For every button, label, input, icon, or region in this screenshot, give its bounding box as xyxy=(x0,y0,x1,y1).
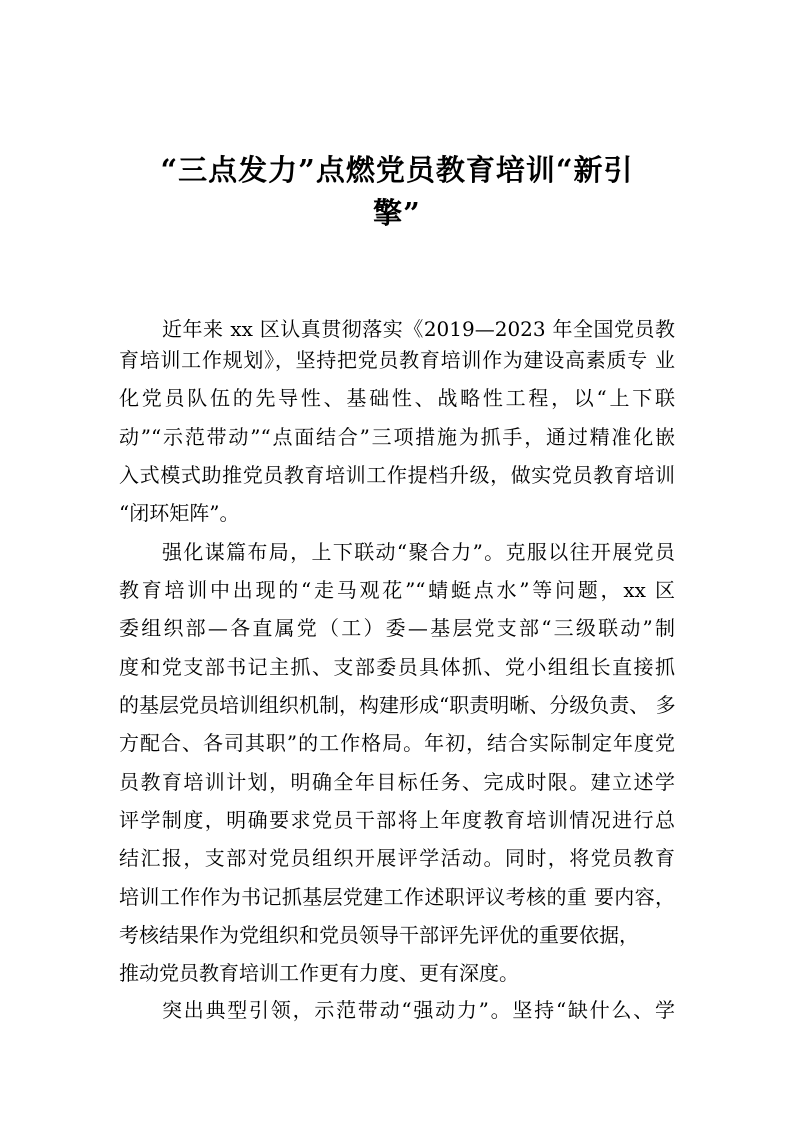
paragraph-2-line-9: 结汇报，支部对党员组织开展评学活动。同时，将党员教育 xyxy=(119,846,675,870)
paragraph-1-line-5: 入式模式助推党员教育培训工作提档升级，做实党员教育培训 xyxy=(119,463,675,487)
paragraph-2-line-4: 度和党支部书记主抓、支部委员具体抓、党小组组长直接抓 xyxy=(119,655,675,679)
paragraph-2-line-2: 教育培训中出现的“走马观花”“蜻蜓点水”等问题，xx 区 xyxy=(119,578,675,602)
paragraph-1-line-2: 育培训工作规划》，坚持把党员教育培训作为建设高素质专 业 xyxy=(119,348,675,372)
paragraph-2-line-6: 方配合、各司其职”的工作格局。年初，结合实际制定年度党 xyxy=(119,731,675,755)
paragraph-2-line-8: 评学制度，明确要求党员干部将上年度教育培训情况进行总 xyxy=(119,808,675,832)
paragraph-2-line-1: 强化谋篇布局，上下联动“聚合力”。克服以往开展党员 xyxy=(162,540,675,564)
paragraph-2-line-11: 考核结果作为党组织和党员领导干部评先评优的重要依据， xyxy=(119,923,639,947)
paragraph-2-line-5: 的基层党员培训组织机制，构建形成“职责明晰、分级负责、 多 xyxy=(119,693,676,717)
paragraph-2-line-10: 培训工作作为书记抓基层党建工作述职评议考核的重 要内容， xyxy=(119,885,675,909)
paragraph-1-line-1: 近年来 xx 区认真贯彻落实《2019—2023 年全国党员教 xyxy=(162,317,675,341)
paragraph-2-line-12: 推动党员教育培训工作更有力度、更有深度。 xyxy=(119,961,519,985)
paragraph-3-line-1: 突出典型引领，示范带动“强动力”。坚持“缺什么、学 xyxy=(162,998,675,1022)
document-title-line-2: 擎” xyxy=(373,196,421,230)
document-title-line-1: “三点发力”点燃党员教育培训“新引 xyxy=(160,153,634,187)
paragraph-1-line-4: 动”“示范带动”“点面结合”三项措施为抓手，通过精准化嵌 xyxy=(119,425,675,449)
paragraph-2-line-7: 员教育培训计划，明确全年目标任务、完成时限。建立述学 xyxy=(119,770,675,794)
paragraph-1-line-6: “闭环矩阵”。 xyxy=(119,501,240,525)
paragraph-1-line-3: 化党员队伍的先导性、基础性、战略性工程，以“上下联 xyxy=(119,386,675,410)
paragraph-2-line-3: 委组织部—各直属党（工）委—基层党支部“三级联动”制 xyxy=(119,616,675,640)
